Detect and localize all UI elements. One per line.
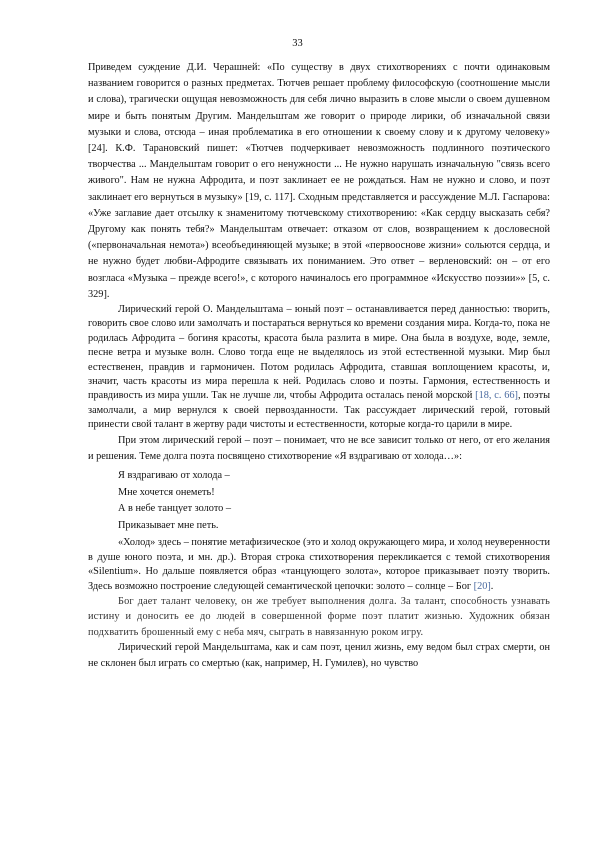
paragraph-2-text: Лирический герой О. Мандельштама – юный поэт – останавливается перед данностью: творить, говорить свое слово или замолчать и постараться вернуться ко времени создания мира. Когда-то, пока не родилась Афродита – богиня красоты, красота была разлита в мире. Она была в воздухе, воде, земле, песне ветра и музыке волн. Слово тогда еще не выделялось из этой естественной музыки. Мир был естественен, правдив и гармоничен. Потом родилась Афродита, ставшая воплощением красоты, и, значит, часть красоты из мира перешла к ней. Родилась слово и поэты. Гармония, естественность и правдивость из мира ушли. Так не лучше ли, чтобы Афродита осталась пеной морской (88, 304, 550, 402)
paragraph-2-text-end: , поэты замолчали, а мир вернулся к своей первозданности. Так рассуждает лирический герой, готовый принести свой талант в жертву ради чистоты и естественности, которые когда-то царили в мире. (88, 390, 550, 431)
poem-quote (118, 468, 550, 534)
citation-link[interactable]: [20] (473, 580, 491, 592)
paragraph-4 (88, 536, 550, 594)
citation-link[interactable]: [18, с. 66] (475, 390, 518, 402)
paragraph-1: Приведем суждение Д.И. Черашней: «По существу в двух стихотворениях с почти одинаковым названием говорится о разных предметах. Тютчев решает проблему философскую (соотношение мысли и слова), трагически ощущая невозможность для себя лично выразить в слове мысли о своем душевном мире и быть понятым Другим. Мандельштам же говорит о природе лирики, об изначальной связи музыки и слова, отсюда – иная проблематика в его отношении к своему слову и к другому человеку» [24]. К.Ф. Тарановский пишет: «Тютчев подчеркивает невозможность подлинного поэтического творчества ... Мандельштам говорит о его ненужности ... Не нужно нарушать изначальную "связь всего живого". Нам не нужна Афродита, и поэт заклинает ее не рождаться. Нам не нужно и слово, и поэт заклинает его вернуться в музыку» [19, с. 117]. Сходным представляется и рассуждение М.Л. Гаспарова: «Уже заглавие дает отсылку к знаменитому тютчевскому стихотворению: «Как сердцу высказать себя? Другому как понять тебя?» Мандельштам отвечает: отказом от слов, возвращением к дословесной («первоначальная немота») всеобъединяющей музыке; в этой «первооснове жизни» сольются сердца, и не нужно будет любви-Афродите связывать их пониманием. Это ответ – верленовский: он – от его возгласа «Музыка – прежде всего!», с которого начиналось его программное «Искусство поэзии»» [5, с. 329]. (88, 62, 550, 300)
page-number: 33 (292, 38, 303, 49)
body-text (88, 60, 550, 672)
poem-line: Приказывает мне петь. (118, 519, 219, 531)
paragraph-5: Бог дает талант человеку, он же требует выполнения долга. За талант, способность узнавать истину и доносить ее до людей в совершенной форме поэт платит жизнью. Художник обязан подхватить брошенный ему с неба мяч, сыграть в навязанную роком игру. (88, 596, 550, 638)
paragraph-4-text: «Холод» здесь – понятие метафизическое (это и холод окружающего мира, и холод неуверенности в душе юного поэта, и мн. др.). Вторая строка стихотворения перекликается с темой стихотворения «Silentium». Но дальше появляется образ «танцующего золота», которое приказывает поэту творить. Здесь возможно построение следующей семантической цепочки: золото – солнце – Бог (88, 537, 550, 592)
paragraph-6: Лирический герой Мандельштама, как и сам поэт, ценил жизнь, ему ведом был страх смерти, он не склонен был играть со смертью (как, например, Н. Гумилев), но чувство (88, 641, 550, 669)
paragraph-3: При этом лирический герой – поэт – понимает, что не все зависит только от него, от его желания и решения. Теме долга поэта посвящено стихотворение «Я вздрагиваю от холода…»: (88, 434, 550, 462)
paragraph-2 (88, 303, 550, 433)
poem-line: А в небе танцует золото – (118, 503, 232, 515)
paragraph-4-text-end: . (490, 580, 494, 592)
poem-line: Мне хочется онеметь! (118, 486, 215, 498)
poem-line: Я вздрагиваю от холода – (118, 470, 230, 482)
